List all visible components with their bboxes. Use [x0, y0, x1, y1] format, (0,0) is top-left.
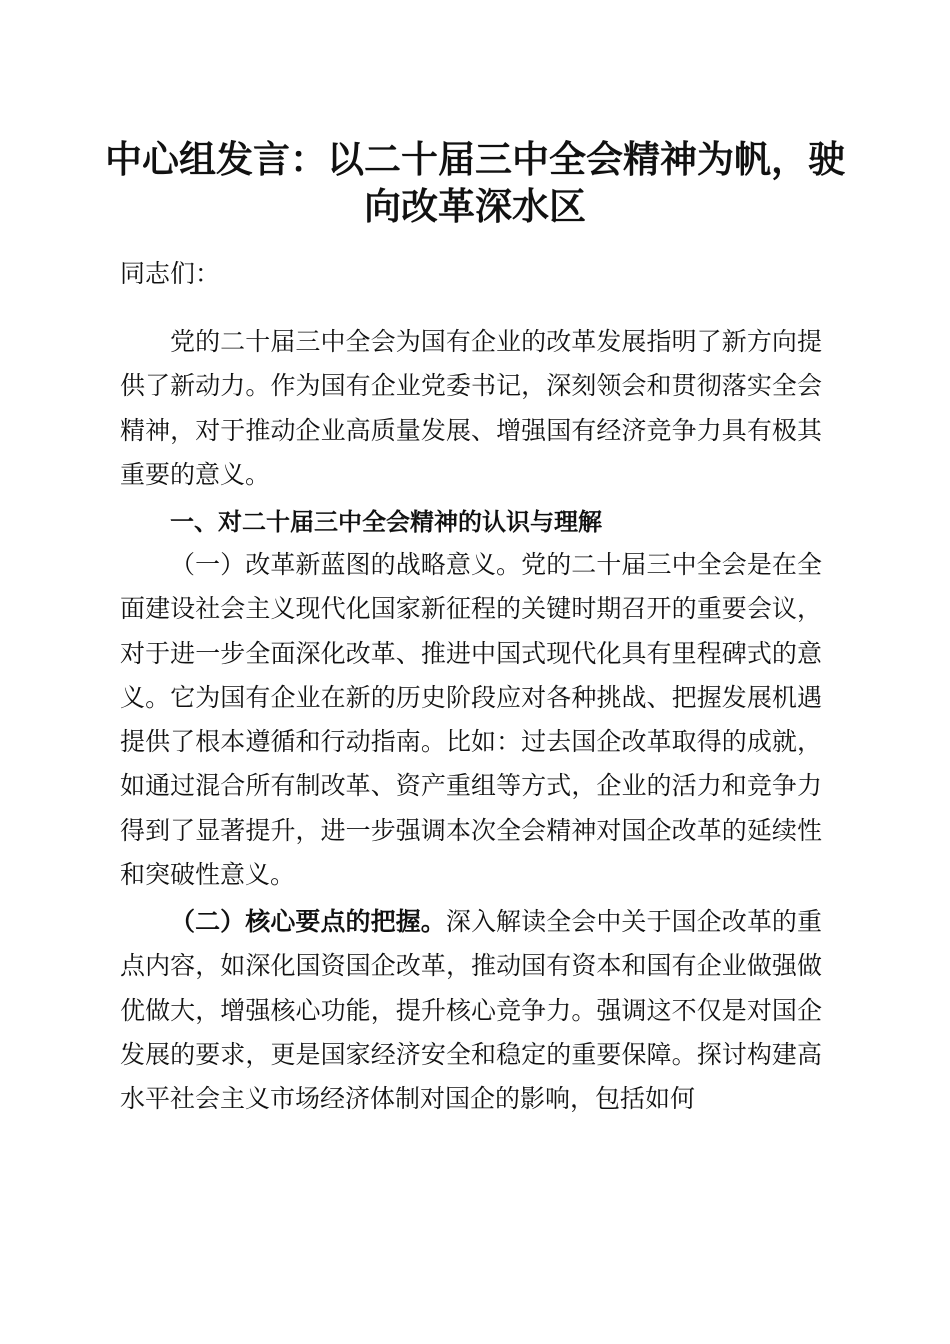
greeting: 同志们： — [120, 259, 221, 288]
section-1-lead: （一）改革新蓝图的战略意义。 — [170, 550, 522, 579]
document-title-line1: 中心组发言：以二十届三中全会精神为帆，驶 — [105, 137, 845, 181]
intro-paragraph: 党的二十届三中全会为国有企业的改革发展指明了新方向提供了新动力。作为国有企业党委书记，深刻领会和贯彻落实全会精神，对于推动企业高质量发展、增强国有经济竞争力具有极其重要的意义。 — [120, 327, 822, 489]
section-2-paragraph — [120, 900, 822, 1121]
section-heading-1: 一、对二十届三中全会精神的认识与理解 — [170, 508, 602, 536]
section-2-lead: （二）核心要点的把握。 — [170, 907, 446, 936]
section-1-text: 党的二十届三中全会是在全面建设社会主义现代化国家新征程的关键时期召开的重要会议，对于进一步全面深化改革、推进中国式现代化具有里程碑式的意义。它为国有企业在新的历史阶段应对各种挑战、把握发展机遇提供了根本遵循和行动指南。比如：过去国企改革取得的成就，如通过混合所有制改革、资产重组等方式，企业的活力和竞争力得到了显著提升，进一步强调本次全会精神对国企改革的延续性和突破性意义。 — [120, 550, 822, 890]
document-title-line2: 向改革深水区 — [364, 184, 586, 228]
section-1-paragraph — [120, 543, 822, 897]
section-2-text: 深入解读全会中关于国企改革的重点内容，如深化国资国企改革，推动国有资本和国有企业做强做优做大，增强核心功能，提升核心竞争力。强调这不仅是对国企发展的要求，更是国家经济安全和稳定的重要保障。探讨构建高水平社会主义市场经济体制对国企的影响，包括如何 — [120, 907, 822, 1114]
